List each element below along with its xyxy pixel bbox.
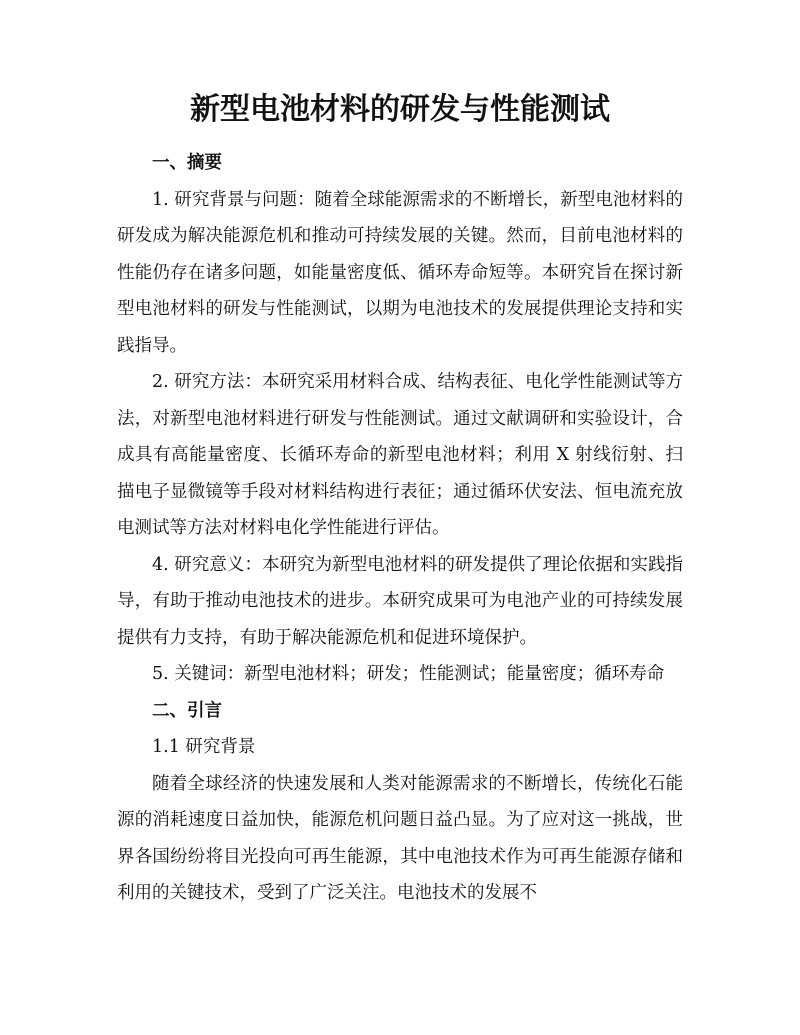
document-title: 新型电池材料的研发与性能测试: [190, 92, 610, 127]
abstract-item-background: 1. 研究背景与问题：随着全球能源需求的不断增长，新型电池材料的研发成为解决能源危机和推动可持续发展的关键。然而，目前电池材料的性能仍存在诸多问题，如能量密度低、循环寿命短等。本研究旨在探讨新型电池材料的研发与性能测试，以期为电池技术的发展提供理论支持和实践指导。: [117, 189, 683, 356]
document-body: [117, 145, 683, 912]
subsection-heading-background: 1.1 研究背景: [152, 737, 256, 757]
section-heading-abstract: 一、摘要: [152, 153, 222, 173]
abstract-item-keywords: 5. 关键词：新型电池材料；研发；性能测试；能量密度；循环寿命: [152, 664, 665, 684]
abstract-item-significance: 4. 研究意义：本研究为新型电池材料的研发提供了理论依据和实践指导，有助于推动电池技术的进步。本研究成果可为电池产业的可持续发展提供有力支持，有助于解决能源危机和促进环境保护。: [117, 554, 683, 648]
abstract-item-methods: 2. 研究方法：本研究采用材料合成、结构表征、电化学性能测试等方法，对新型电池材料进行研发与性能测试。通过文献调研和实验设计，合成具有高能量密度、长循环寿命的新型电池材料；利用 X 射线衍射、扫描电子显微镜等手段对材料结构进行表征；通过循环伏安法、恒电流充放电测试等方法对材料电化学性能进行评估。: [117, 372, 683, 538]
section-heading-introduction: 二、引言: [152, 700, 222, 721]
intro-paragraph: 随着全球经济的快速发展和人类对能源需求的不断增长，传统化石能源的消耗速度日益加快，能源危机问题日益凸显。为了应对这一挑战，世界各国纷纷将目光投向可再生能源，其中电池技术作为可再生能源存储和利用的关键技术，受到了广泛关注。电池技术的发展不: [117, 773, 683, 903]
